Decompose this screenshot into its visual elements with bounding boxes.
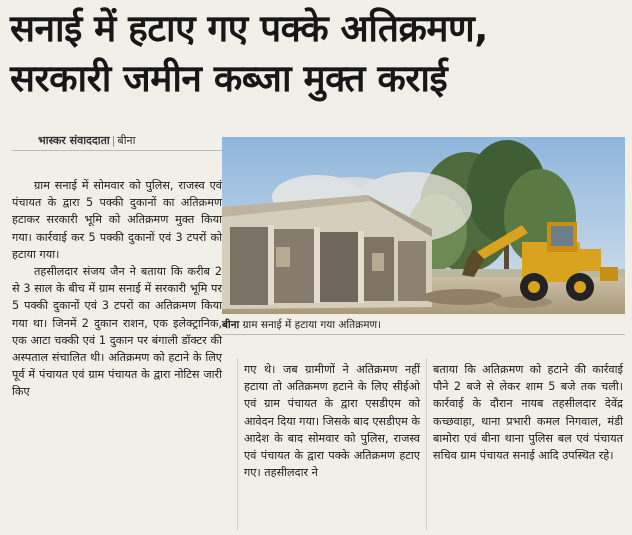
article-paragraph-2: तहसीलदार संजय जैन ने बताया कि करीब 2 से 3 साल के बीच में ग्राम सनाई में सरकारी भूमि पर 5 पक्की दुकानों एवं 3 टपरों का अतिक्रमण किया गया था। जिनमें 2 दुकान राशन, एक इलेक्ट्रानिक, एक आटा चक्की एवं 1 दुकान पर बंगाली डॉक्टर की अस्पताल संचालित थी। अतिक्रमण को हटाने के लिए पूर्व में पंचायत एवं ग्राम पंचायत के द्वारा नोटिस जारी किए bbox=[12, 265, 222, 399]
headline-line-1: सनाई में हटाए गए पक्के अतिक्रमण, bbox=[10, 7, 488, 50]
byline bbox=[38, 133, 136, 148]
article-column-2 bbox=[244, 361, 420, 481]
article-paragraph-4: बताया कि अतिक्रमण को हटाने की कार्रवाई पौने 2 बजे से लेकर शाम 5 बजे तक चली। कार्रवाई के दौरान नायब तहसीलदार देवेंद्र कच्छवाहा, थाना प्रभारी कमल निगवाल, मंडी बामोरा एवं बीना थाना पुलिस बल एवं पंचायत सचिव ग्राम पंचायत सनाई आदि उपस्थित रहे। bbox=[433, 363, 623, 463]
headline bbox=[10, 4, 625, 104]
byline-place: बीना bbox=[117, 134, 136, 147]
headline-line-2: सरकारी जमीन कब्जा मुक्त कराई bbox=[10, 57, 448, 100]
article-paragraph-1: ग्राम सनाई में सोमवार को पुलिस, राजस्व एवं पंचायत के द्वारा 5 पक्की दुकानों का अतिक्रमण हटाकर सरकारी भूमि को अतिक्रमण मुक्त किया गया। कार्रवाई कर 5 पक्की दुकानों एवं 3 टपरों को हटाया गया। bbox=[12, 179, 222, 261]
column-divider-1 bbox=[237, 358, 238, 530]
photo-caption bbox=[222, 316, 625, 335]
column-divider-2 bbox=[426, 358, 427, 530]
photo-caption-text: ग्राम सनाई में हटाया गया अतिक्रमण। bbox=[242, 319, 382, 331]
photo-caption-place: बीना bbox=[222, 319, 240, 331]
article-column-1 bbox=[12, 150, 222, 401]
article-column-3 bbox=[433, 361, 623, 464]
byline-separator: | bbox=[111, 134, 116, 147]
byline-source: भास्कर संवाददाता bbox=[38, 134, 110, 147]
demolition-scene-illustration bbox=[222, 137, 625, 314]
article-paragraph-3: गए थे। जब ग्रामीणों ने अतिक्रमण नहीं हटाया तो अतिक्रमण हटाने के लिए सीईओ एवं ग्राम पंचायत के द्वारा एसडीएम को आवेदन दिया गया। जिसके बाद एसडीएम के आदेश के बाद सोमवार को पुलिस, राजस्व एवं पंचायत के द्वारा पक्के अतिक्रमण हटाए गए। तहसीलदार ने bbox=[244, 363, 420, 480]
news-photo bbox=[222, 137, 625, 314]
